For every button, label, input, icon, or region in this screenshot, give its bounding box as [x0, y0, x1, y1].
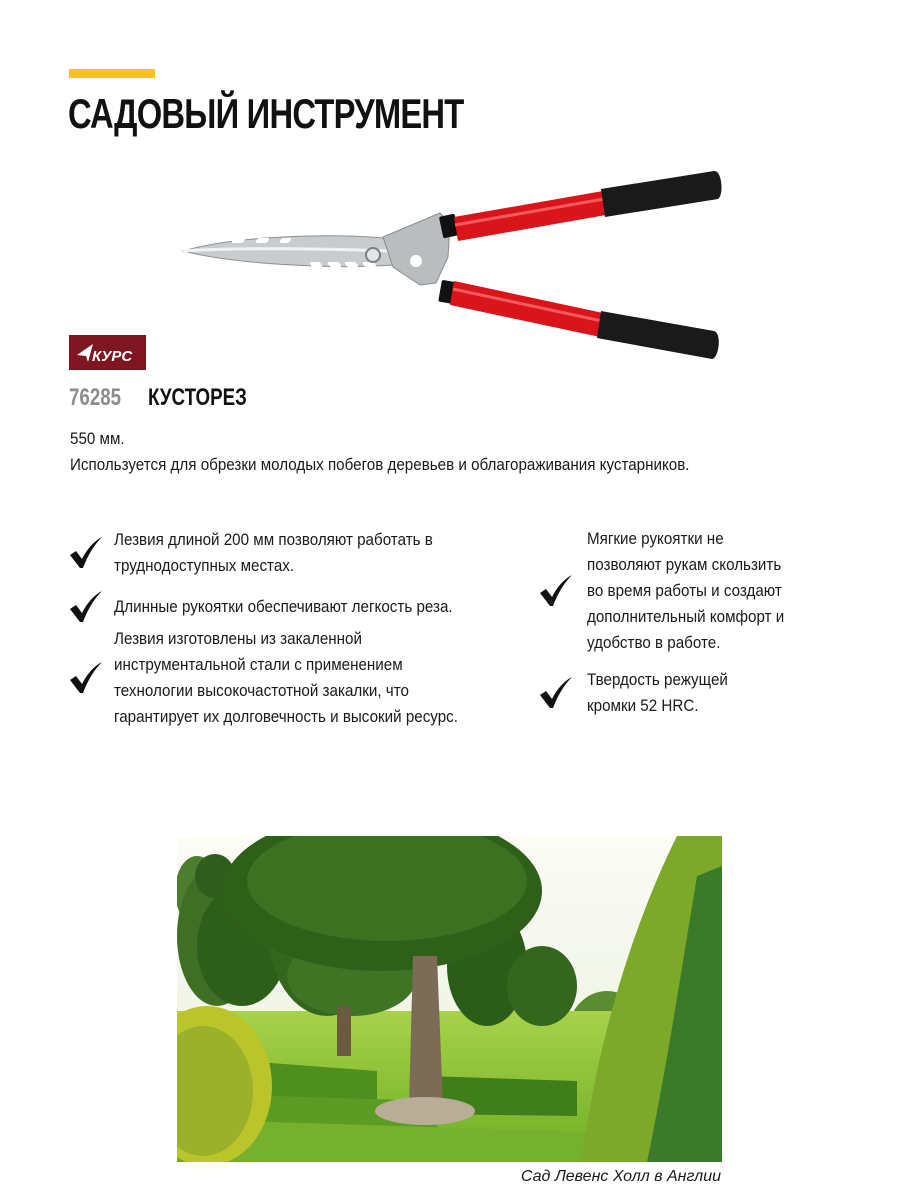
- feature-line: Мягкие рукоятки не: [587, 530, 724, 548]
- feature-line: труднодоступных местах.: [114, 557, 295, 575]
- feature-line: Твердость режущей: [587, 671, 728, 689]
- feature-line: гарантирует их долговечность и высокий ресурс.: [114, 708, 458, 726]
- product-image: [178, 165, 723, 365]
- feature-line: технологии высокочастотной закалки, что: [114, 682, 409, 700]
- accent-bar: [69, 69, 155, 78]
- feature-item: [68, 527, 461, 579]
- photo-caption: Сад Левенс Холл в Англии: [520, 1168, 721, 1185]
- feature-line: кромки 52 HRC.: [587, 697, 699, 715]
- garden-photo: [177, 836, 722, 1162]
- checkmark-icon: [538, 573, 574, 609]
- checkmark-icon: [68, 660, 104, 696]
- feature-item: [538, 526, 801, 656]
- feature-line: Длинные рукоятки обеспечивают легкость реза.: [114, 598, 453, 616]
- checkmark-icon: [68, 535, 104, 571]
- product-sku: 76285: [69, 384, 122, 411]
- feature-line: Лезвия изготовлены из закаленной: [114, 630, 362, 648]
- feature-line: Лезвия длиной 200 мм позволяют работать в: [114, 531, 433, 549]
- feature-line: инструментальной стали с применением: [114, 656, 403, 674]
- product-description: Используется для обрезки молодых побегов деревьев и облагораживания кустарников.: [70, 456, 690, 474]
- page-title: САДОВЫЙ ИНСТРУМЕНТ: [68, 90, 464, 137]
- product-name: КУСТОРЕЗ: [148, 384, 247, 411]
- feature-line: во время работы и создают: [587, 582, 782, 600]
- feature-item: [538, 667, 740, 719]
- checkmark-icon: [68, 589, 104, 625]
- feature-line: дополнительный комфорт и: [587, 608, 785, 626]
- feature-line: удобство в работе.: [587, 634, 721, 652]
- feature-item: [68, 626, 488, 730]
- brand-logo: [69, 335, 146, 370]
- feature-line: позволяют рукам скользить: [587, 556, 782, 574]
- checkmark-icon: [538, 675, 574, 711]
- product-size: 550 мм.: [70, 430, 125, 448]
- svg-text:КУРС: КУРС: [91, 347, 132, 365]
- feature-item: [68, 589, 482, 625]
